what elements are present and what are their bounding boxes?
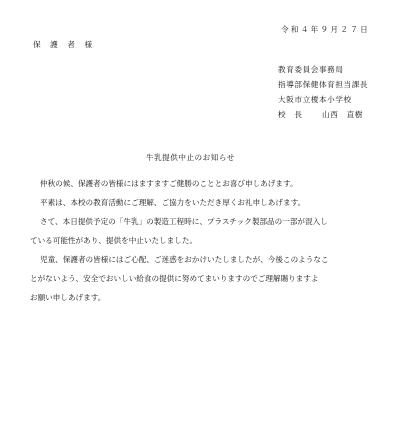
body-paragraph (30, 193, 392, 212)
document-date: 令和４年９月２７日 (280, 25, 370, 34)
paragraph-line: 児童、保護者の皆様にはご心配、ご迷惑をおかけいたしましたが、今後このようなこ (40, 255, 329, 264)
body-paragraph (30, 212, 392, 250)
sender-dept: 指導部保健体育担当課長 (278, 80, 369, 89)
body-paragraph (30, 250, 392, 307)
paragraph-line: 仲秋の候、保護者の皆様にはますますご健勝のこととお喜び申しあげます。 (40, 179, 298, 188)
addressee: 保 護 者 様 (33, 40, 94, 49)
principal-name: 山西 直樹 (322, 110, 363, 119)
paragraph-line: さて、本日提供予定の「牛乳」の製造工程時に、プラスチック製部品の一部が混入し (40, 217, 328, 226)
sender-org: 教育委員会事務局 (278, 65, 344, 74)
sender-school: 大阪市立榎本小学校 (278, 95, 352, 104)
paragraph-line: ている可能性があり、提供を中止いたしました。 (30, 236, 198, 245)
paragraph-line: 平素は、本校の教育活動にご理解、ご協力をいただき厚くお礼申しあげます。 (40, 198, 306, 207)
principal-title: 校 長 (278, 110, 303, 119)
paragraph-line: お願い申しあげます。 (30, 293, 106, 302)
paragraph-line: とがないよう、安全でおいしい給食の提供に努めてまいりますのでご理解賜りますよ (30, 274, 319, 283)
body-paragraph (30, 174, 392, 193)
notice-title: 牛乳提供中止のお知らせ (146, 153, 235, 162)
